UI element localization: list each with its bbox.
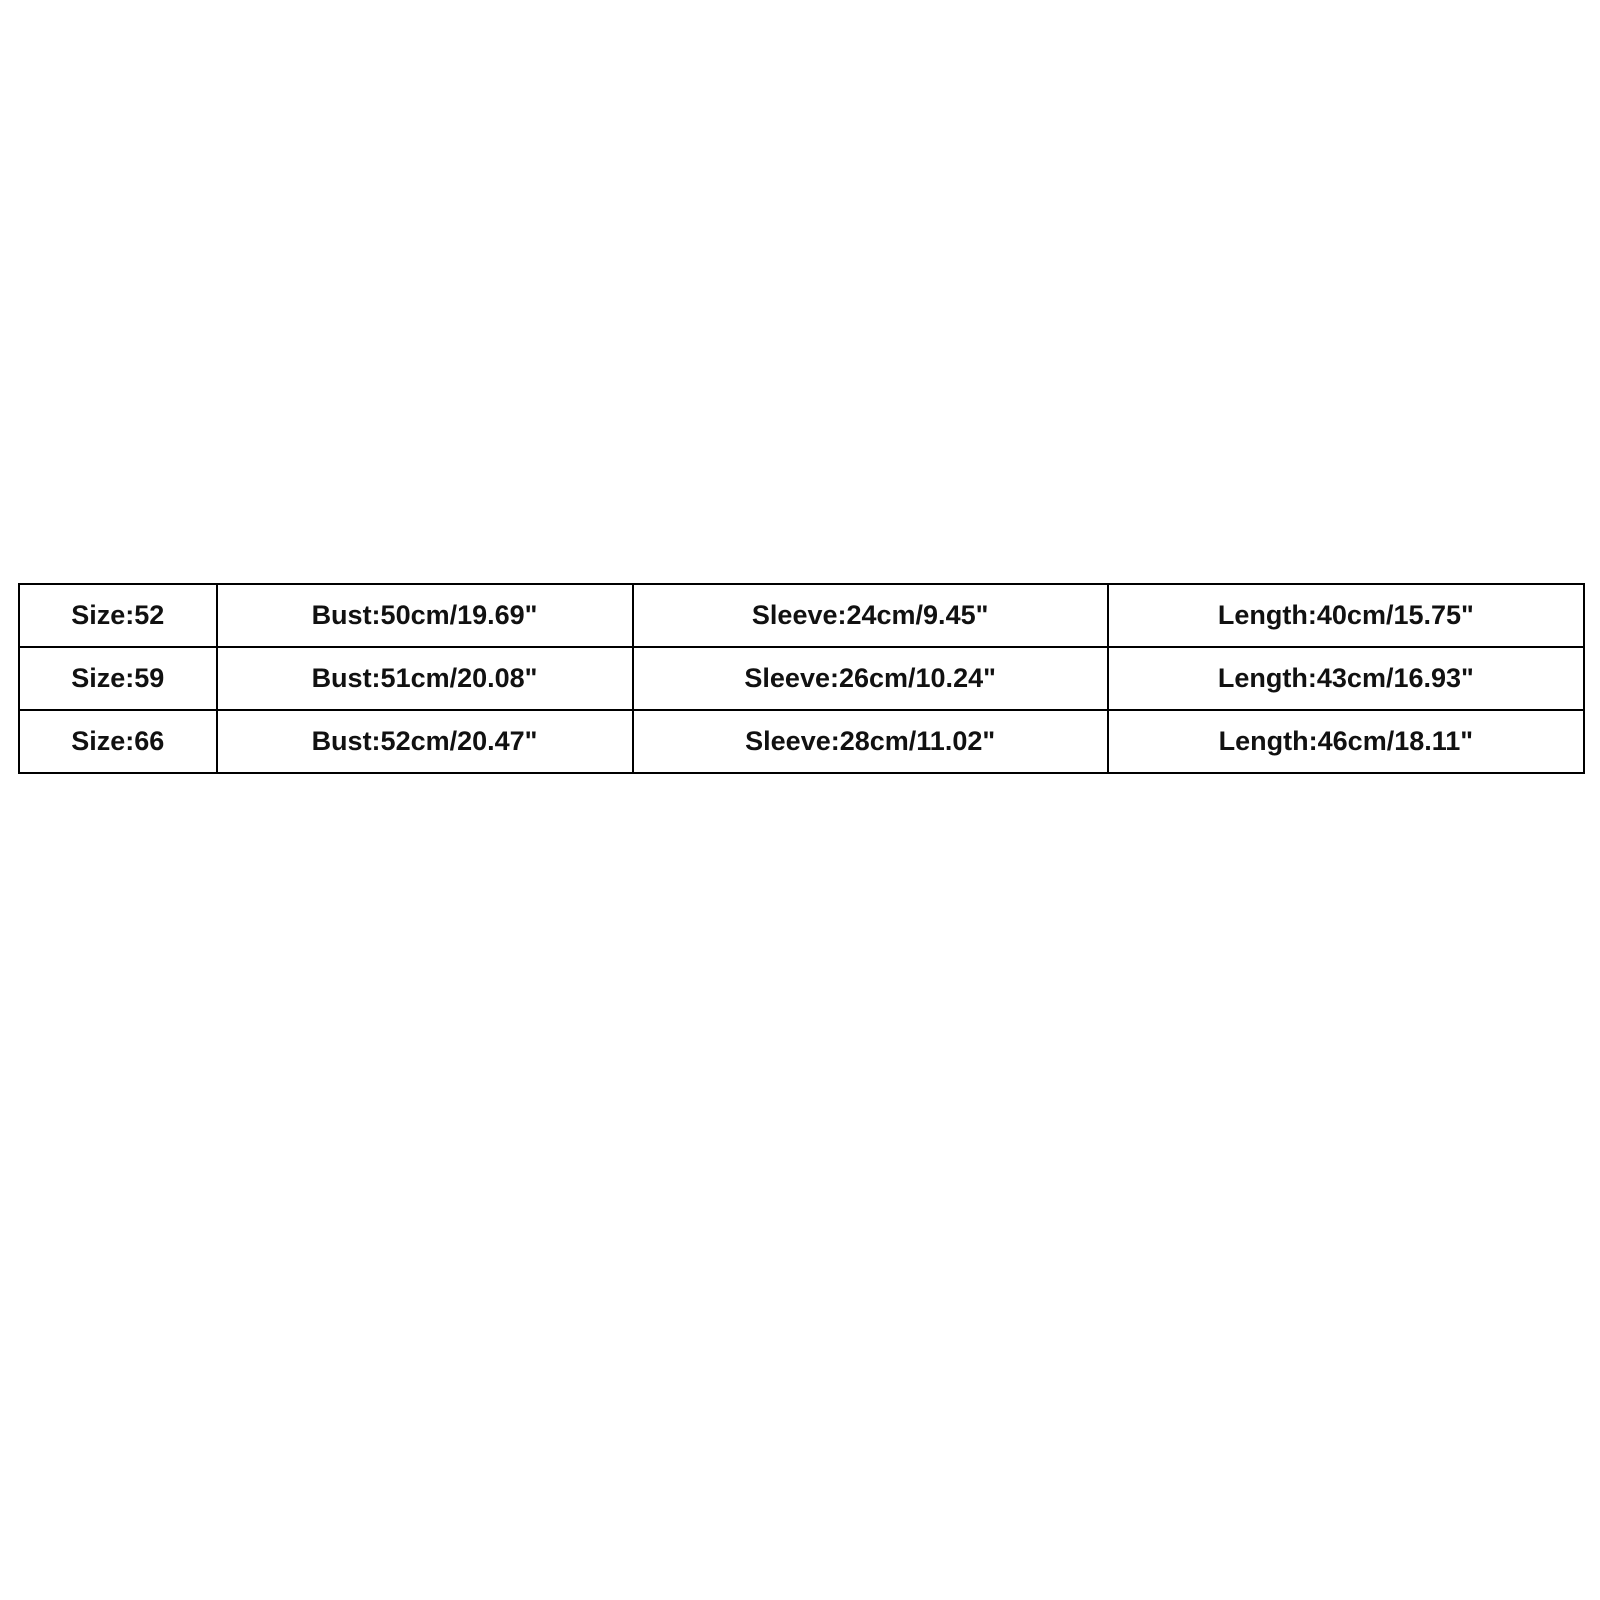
table-row: [19, 584, 1584, 647]
size-cell: Size:52: [19, 584, 217, 647]
length-cell: Length:40cm/15.75": [1108, 584, 1584, 647]
bust-cell: Bust:50cm/19.69": [217, 584, 633, 647]
size-cell: Size:66: [19, 710, 217, 773]
bust-cell: Bust:52cm/20.47": [217, 710, 633, 773]
size-cell: Size:59: [19, 647, 217, 710]
length-cell: Length:43cm/16.93": [1108, 647, 1584, 710]
length-cell: Length:46cm/18.11": [1108, 710, 1584, 773]
size-chart-table: [18, 583, 1585, 774]
sleeve-cell: Sleeve:24cm/9.45": [633, 584, 1108, 647]
sleeve-cell: Sleeve:28cm/11.02": [633, 710, 1108, 773]
sleeve-cell: Sleeve:26cm/10.24": [633, 647, 1108, 710]
bust-cell: Bust:51cm/20.08": [217, 647, 633, 710]
table-row: [19, 710, 1584, 773]
table-row: [19, 647, 1584, 710]
